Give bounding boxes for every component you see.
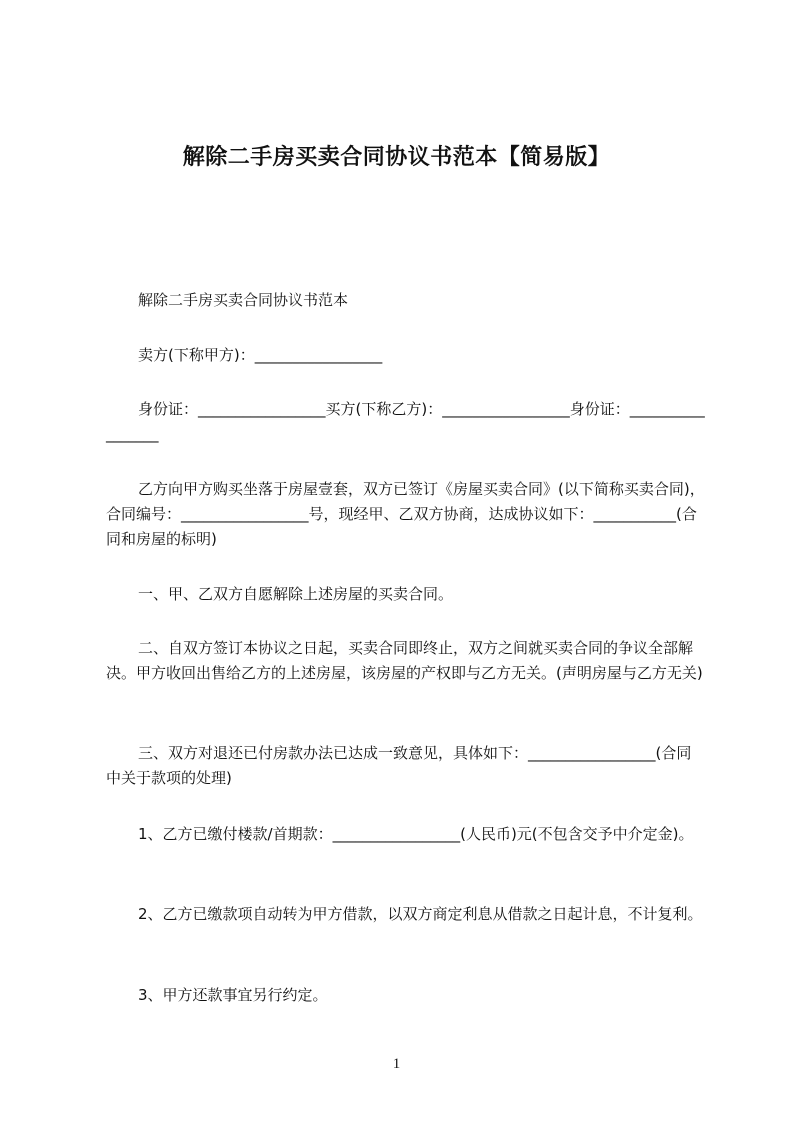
- paragraph-seller: 卖方(下称甲方)：_________________: [138, 346, 383, 364]
- paragraph-item-1: 1、乙方已缴付楼款/首期款：_________________(人民币)元(不包含交予中介定金)。: [138, 825, 694, 843]
- document-title: 解除二手房买卖合同协议书范本【简易版】: [182, 145, 611, 170]
- paragraph-item-2: 2、乙方已缴款项自动转为甲方借款，以双方商定利息从借款之日起计息，不计复利。: [138, 905, 703, 923]
- paragraph-clause-2: 二、自双方签订本协议之日起，买卖合同即终止，双方之间就买卖合同的争议全部解决。甲方收回出售给乙方的上述房屋，该房屋的产权即与乙方无关。(声明房屋与乙方无关): [106, 639, 703, 682]
- paragraph-subtitle: 解除二手房买卖合同协议书范本: [138, 291, 349, 309]
- page-number: 1: [392, 1056, 401, 1072]
- paragraph-clause-3: 三、双方对退还已付房款办法已达成一致意见，具体如下：_________________(合同中关于款项的处理): [106, 744, 692, 787]
- paragraph-item-3: 3、甲方还款事宜另行约定。: [138, 986, 328, 1004]
- paragraph-id-buyer: 身份证：_________________买方(下称乙方)：_________________身份证：_________________: [106, 400, 705, 443]
- paragraph-intro: 乙方向甲方购买坐落于房屋壹套，双方已签订《房屋买卖合同》(以下简称买卖合同)，合同编号：_________________号，现经甲、乙双方协商，达成协议如下：___________(合同和房屋的标明): [106, 480, 705, 548]
- paragraph-clause-1: 一、甲、乙双方自愿解除上述房屋的买卖合同。: [138, 585, 454, 603]
